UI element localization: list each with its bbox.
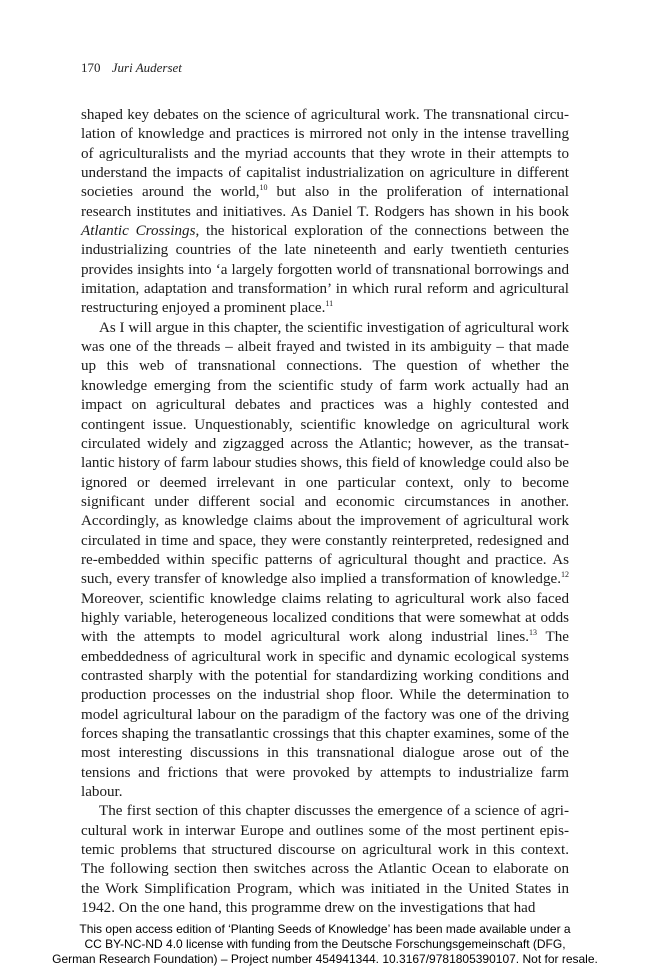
text-run: The embeddedness of agricultural work in specific and dynamic ecological systems contrasted sharply with the potential for standardizing working conditions and production processes on the industrial shop floor. While the determination to model agricultural labour on the paradigm of the factory was one of the driving forces shaping the transatlantic crossings that this chapter examines, some of the most interesting discussions in this transnational dialogue arose out of the tensions and frictions that were provoked by attempts to industrialize farm labour. <box>81 629 569 801</box>
text-run: The first section of this chapter discusses the emergence of a science of agricultural work in interwar Europe and outlines some of the most pertinent epistemic problems that structured discourse on agricultural work in this context. The following section then switches across the Atlantic Ocean to elaborate on the Work Simplification Program, which was initiated in the United States in 1942. On the one hand, this programme drew on the investigations that had <box>81 803 569 917</box>
text-run: As I will argue in this chapter, the scientific investigation of agricultural work was one of the threads – albeit frayed and twisted in its ambiguity – that made up this web of transnational connections. The question of whether the knowledge emerging from the scientific study of farm work actually had an impact on agricultural debates and practices was a highly contested and contingent issue. Unquestionably, scientific knowledge on agricultural work circulated widely and zigzagged across the Atlantic; however, as the transatlantic history of farm labour studies shows, this field of knowledge could also be ignored or deemed irrelevant in one particular context, only to become significant under different social and economic circumstances in another. Accordingly, as knowledge claims about the improvement of agricultural work circulated in time and space, they were constantly reinterpreted, redesigned and re-embedded within specific patterns of agricultural thought and practice. As such, every transfer of knowledge also implied a transformation of knowledge. <box>81 319 569 588</box>
text-run: Moreover, scientific knowledge claims relating to agricultural work also faced highly variable, heterogeneous localized conditions that were somewhat at odds with the attempts to model agricultural work along industrial lines. <box>81 590 569 646</box>
footnote-ref: 12 <box>561 570 569 580</box>
footnote-ref: 10 <box>259 183 268 193</box>
running-head-author: Juri Auderset <box>111 60 182 75</box>
footer-line: German Research Foundation) – Project number 454941344. 10.3167/9781805390107. Not for resale. <box>52 952 598 966</box>
open-access-notice <box>0 922 650 967</box>
footnote-ref: 13 <box>529 628 538 638</box>
italic-title: Atlantic Crossings <box>81 223 196 240</box>
text-run: shaped key debates on the science of agricultural work. The transnational circulation of knowledge and practices is mirrored not only in the intense travelling of agriculturalists and the myriad accounts that they wrote in their attempts to understand the impacts of capitalist industrialization on agriculture in different societies around the world, <box>81 107 569 201</box>
footnote-ref: 11 <box>325 299 334 309</box>
text-run: but also in the proliferation of international research institutes and initiatives. As Daniel T. Rodgers has shown in his book <box>81 184 569 220</box>
text-run: , the historical exploration of the connections between the industrializing countries of the late nineteenth and early twentieth centuries provides insights into ‘a largely forgotten world of transnational borrowings and imitation, adaptation and transformation’ in which rural reform and agricultural restructuring enjoyed a prominent place. <box>81 223 569 317</box>
paragraph <box>81 106 569 319</box>
page-number: 170 <box>81 60 101 75</box>
footer-line: This open access edition of ‘Planting Seeds of Knowledge’ has been made available under a <box>79 922 571 936</box>
paragraph <box>81 802 569 918</box>
body-text <box>81 106 569 918</box>
paragraph <box>81 319 569 803</box>
running-head <box>81 60 182 76</box>
footer-line: CC BY-NC-ND 4.0 license with funding from the Deutsche Forschungsgemeinschaft (DFG, <box>84 937 566 951</box>
